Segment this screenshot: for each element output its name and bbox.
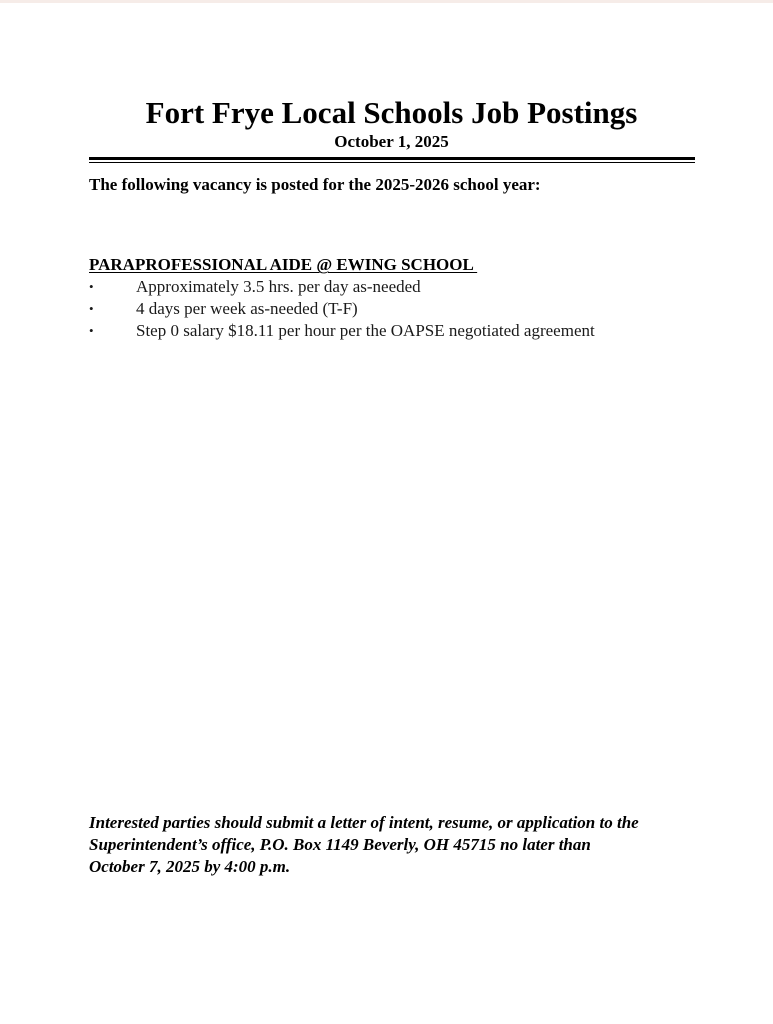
document-title: Fort Frye Local Schools Job Postings xyxy=(145,95,638,130)
header-divider-thick xyxy=(89,157,695,160)
bullet-icon: • xyxy=(89,323,94,338)
instructions-line: October 7, 2025 by 4:00 p.m. xyxy=(89,857,291,876)
bullet-icon: • xyxy=(89,279,94,294)
vacancy-intro: The following vacancy is posted for the 2025-2026 school year: xyxy=(89,175,541,194)
detail-hours: Approximately 3.5 hrs. per day as-needed xyxy=(136,277,421,296)
page-top-edge xyxy=(0,0,773,3)
application-instructions xyxy=(89,812,709,878)
posting-date: October 1, 2025 xyxy=(334,132,449,151)
instructions-line: Superintendent’s office, P.O. Box 1149 Beverly, OH 45715 no later than xyxy=(89,835,591,854)
bullet-icon: • xyxy=(89,301,94,316)
position-title: PARAPROFESSIONAL AIDE @ EWING SCHOOL xyxy=(89,255,478,274)
header-divider-thin xyxy=(89,162,695,163)
detail-salary: Step 0 salary $18.11 per hour per the OAPSE negotiated agreement xyxy=(136,321,595,340)
instructions-line: Interested parties should submit a letter of intent, resume, or application to the xyxy=(89,813,639,832)
detail-days: 4 days per week as-needed (T-F) xyxy=(136,299,358,318)
